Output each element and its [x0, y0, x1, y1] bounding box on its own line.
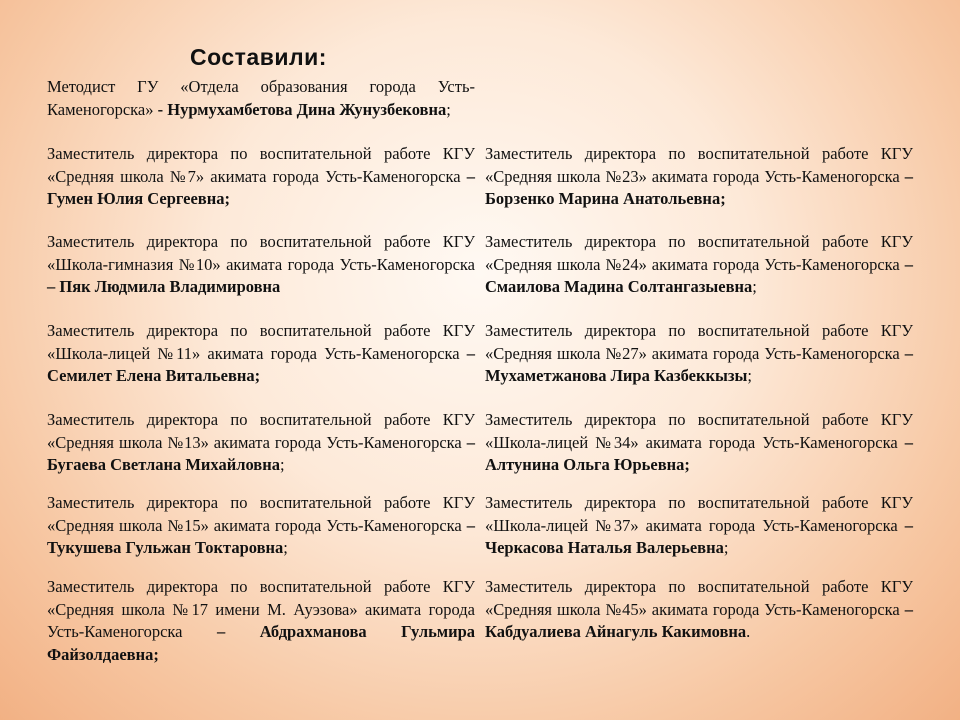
author-end: .	[746, 622, 751, 641]
author-entry-left-3	[47, 320, 475, 388]
author-role: Заместитель директора по воспитательной работе КГУ «Средняя школа №13» акимата города Усть-Каменогорска	[47, 410, 475, 452]
author-dash: –	[460, 166, 475, 186]
author-end: ;	[279, 455, 285, 474]
author-name: Семилет Елена Витальевна;	[47, 366, 261, 385]
author-entry-right-3	[485, 320, 913, 388]
author-name: Черкасова Наталья Валерьевна	[485, 538, 724, 557]
author-name: Пяк Людмила Владимировна	[59, 277, 281, 296]
author-dash: –	[461, 515, 476, 535]
author-end: ;	[446, 99, 451, 119]
author-dash: –	[899, 599, 914, 619]
author-role: Заместитель директора по воспитательной работе КГУ «Средняя школа №23» акимата города Усть-Каменогорска	[485, 144, 913, 186]
author-name: Кабдуалиева Айнагуль Какимовна	[485, 622, 747, 641]
author-dash: –	[461, 432, 476, 452]
slide-title: Составили:	[190, 44, 327, 70]
author-role: Заместитель директора по воспитательной работе КГУ «Школа-гимназия №10» акимата города Усть-Каменогорска	[47, 232, 475, 274]
author-dash: –	[899, 254, 914, 274]
author-entry-left-4	[47, 409, 475, 477]
author-name: Мухаметжанова Лира Казбеккызы	[485, 366, 748, 385]
author-name: Борзенко Марина Анатольевна;	[485, 189, 726, 208]
author-name: Гумен Юлия Сергеевна;	[47, 189, 230, 208]
author-entry-right-6	[485, 576, 913, 644]
author-role: Заместитель директора по воспитательной работе КГУ «Средняя школа №7» акимата города Усть-Каменогорска	[47, 144, 475, 186]
author-dash: –	[459, 343, 476, 363]
author-role: Заместитель директора по воспитательной работе КГУ «Средняя школа №27» акимата города Усть-Каменогорска	[485, 321, 913, 363]
author-dash: -	[153, 99, 168, 119]
author-role: Заместитель директора по воспитательной работе КГУ «Школа-лицей №34» акимата города Усть-Каменогорска	[485, 410, 913, 452]
author-name: Алтунина Ольга Юрьевна;	[485, 455, 690, 474]
author-dash: –	[897, 432, 914, 452]
author-name: Нурмухамбетова Дина Жунузбековна	[167, 99, 447, 119]
author-dash: –	[182, 622, 260, 641]
author-role: Заместитель директора по воспитательной работе КГУ «Средняя школа №15» акимата города Усть-Каменогорска	[47, 493, 475, 535]
author-role: Заместитель директора по воспитательной работе КГУ «Средняя школа №17 имени М. Ауэзова» акимата города Усть-Каменогорска	[47, 577, 475, 641]
author-entry-left-1	[47, 143, 475, 211]
author-end: ;	[752, 277, 757, 296]
author-name: Смаилова Мадина Солтангазыевна	[485, 277, 753, 296]
author-name: Абдрахманова Гульмира Файзолдаевна;	[47, 622, 476, 664]
author-role: Заместитель директора по воспитательной работе КГУ «Средняя школа №45» акимата города Усть-Каменогорска	[485, 577, 913, 619]
author-dash: –	[899, 166, 914, 186]
author-entry-right-4	[485, 409, 913, 477]
author-role: Методист ГУ «Отдела образования города Усть-Каменогорска»	[47, 77, 475, 119]
author-entry-left-2	[47, 231, 475, 299]
author-end: ;	[747, 366, 752, 385]
author-dash: –	[897, 515, 914, 535]
author-end: ;	[723, 538, 729, 557]
author-role: Заместитель директора по воспитательной работе КГУ «Школа-лицей №37» акимата города Усть-Каменогорска	[485, 493, 913, 535]
author-entry-right-2	[485, 231, 913, 299]
author-entry-right-1	[485, 143, 913, 211]
author-dash: –	[47, 277, 60, 296]
author-entry-left-6	[47, 576, 475, 666]
author-dash: –	[899, 343, 914, 363]
author-name: Тукушева Гульжан Токтаровна	[47, 538, 284, 557]
author-entry-right-5	[485, 492, 913, 560]
author-role: Заместитель директора по воспитательной работе КГУ «Школа-лицей №11» акимата города Усть-Каменогорска	[47, 321, 475, 363]
author-entry-left-5	[47, 492, 475, 560]
author-end: ;	[283, 538, 288, 557]
author-entry-intro	[47, 76, 475, 121]
author-name: Бугаева Светлана Михайловна	[47, 455, 280, 474]
author-role: Заместитель директора по воспитательной работе КГУ «Средняя школа №24» акимата города Усть-Каменогорска	[485, 232, 913, 274]
